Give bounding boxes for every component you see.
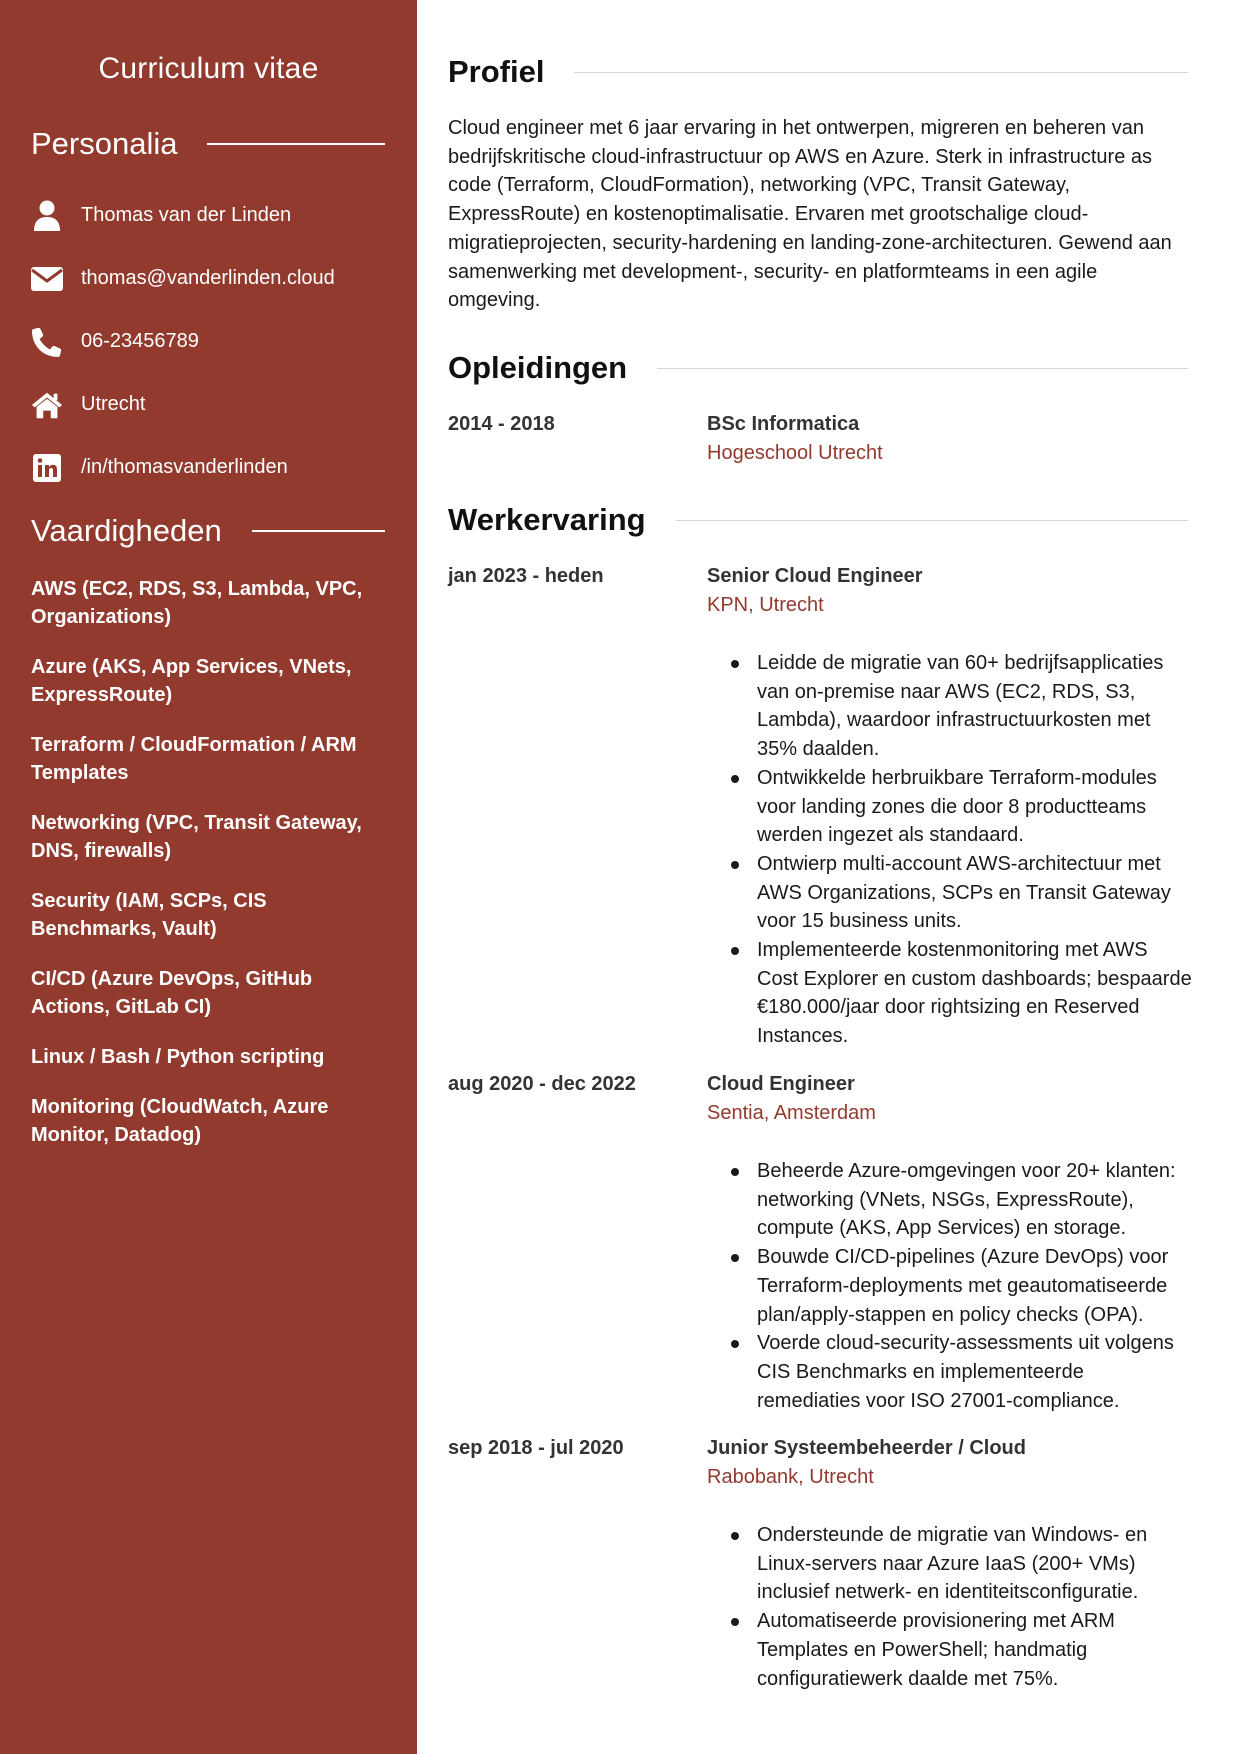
job-org: KPN, Utrecht: [707, 594, 824, 616]
contact-linkedin[interactable]: [30, 436, 400, 499]
skills-heading-label: Vaardigheden: [31, 513, 222, 548]
job-date: sep 2018 - jul 2020: [448, 1437, 624, 1459]
job-date: aug 2020 - dec 2022: [448, 1073, 636, 1095]
contact-email-value[interactable]: thomas@vanderlinden.cloud: [81, 267, 335, 289]
education-date: 2014 - 2018: [448, 413, 555, 435]
job-role: Cloud Engineer: [707, 1073, 855, 1095]
job-bullet: Beheerde Azure-omgevingen voor 20+ klanten: networking (VNets, NSGs, ExpressRoute), compute (AKS, App Services) en storage.: [730, 1157, 1192, 1243]
skill-item: Networking (VPC, Transit Gateway, DNS, firewalls): [31, 812, 362, 862]
contact-location-value: Utrecht: [81, 393, 146, 415]
heading-divider: [676, 520, 1188, 521]
heading-divider: [657, 368, 1188, 369]
job-role: Junior Systeembeheerder / Cloud: [707, 1437, 1026, 1459]
contact-linkedin-value[interactable]: /in/thomasvanderlinden: [81, 456, 288, 478]
profile-heading-label: Profiel: [448, 54, 545, 89]
personalia-heading-label: Personalia: [31, 126, 178, 161]
job-bullets: [730, 1157, 1192, 1415]
job-bullet: Bouwde CI/CD-pipelines (Azure DevOps) voor Terraform-deployments met geautomatiseerde plan/apply-stappen en policy checks (OPA).: [730, 1243, 1192, 1329]
job-bullets: [730, 1521, 1192, 1693]
job-role: Senior Cloud Engineer: [707, 565, 923, 587]
profile-heading: [448, 54, 1188, 90]
job-date: jan 2023 - heden: [448, 565, 604, 587]
contact-phone-value[interactable]: 06-23456789: [81, 330, 199, 352]
job-bullet: Voerde cloud-security-assessments uit volgens CIS Benchmarks en implementeerde remediaties voor ISO 27001-compliance.: [730, 1329, 1192, 1415]
job-bullet: Automatiseerde provisionering met ARM Templates en PowerShell; handmatig configuratiewerk daalde met 75%.: [730, 1607, 1192, 1693]
contact-email[interactable]: [30, 247, 400, 310]
cv-title: Curriculum vitae: [98, 52, 319, 85]
skill-item: CI/CD (Azure DevOps, GitHub Actions, GitLab CI): [31, 968, 313, 1018]
job-org: Rabobank, Utrecht: [707, 1466, 874, 1488]
job-org: Sentia, Amsterdam: [707, 1102, 876, 1124]
work-heading-label: Werkervaring: [448, 502, 646, 537]
skill-item: AWS (EC2, RDS, S3, Lambda, VPC, Organizations): [31, 578, 363, 628]
work-heading: [448, 502, 1188, 538]
skills-heading: [31, 513, 385, 549]
linkedin-icon: [30, 451, 64, 485]
contact-name: [30, 184, 400, 247]
skill-item: Monitoring (CloudWatch, Azure Monitor, Datadog): [31, 1096, 329, 1146]
education-heading: [448, 350, 1188, 386]
skill-item: Azure (AKS, App Services, VNets, ExpressRoute): [31, 656, 352, 706]
heading-divider: [574, 72, 1188, 73]
heading-divider: [207, 143, 385, 145]
personalia-heading: [31, 126, 385, 162]
job-bullet: Ondersteunde de migratie van Windows- en Linux-servers naar Azure IaaS (200+ VMs) inclusief netwerk- en identiteitsconfiguratie.: [730, 1521, 1192, 1607]
profile-text: Cloud engineer met 6 jaar ervaring in het ontwerpen, migreren en beheren van bedrijfskritische cloud-infrastructuur op AWS en Azure. Sterk in infrastructure as code (Terraform, CloudFormation), networking (VPC, Transit Gateway, ExpressRoute) en kostenoptimalisatie. Ervaren met grootschalige cloud-migratieprojecten, security-hardening en landing-zone-architecturen. Gewend aan samenwerking met development-, security- en platformteams in een agile omgeving.: [448, 117, 1172, 312]
contact-list: [30, 184, 400, 499]
job-bullet: Leidde de migratie van 60+ bedrijfsapplicaties van on-premise naar AWS (EC2, RDS, S3, Lambda), waardoor infrastructuurkosten met 35% daalden.: [730, 649, 1192, 764]
envelope-icon: [30, 262, 64, 296]
contact-name-value: Thomas van der Linden: [81, 204, 292, 226]
contact-phone[interactable]: [30, 310, 400, 373]
home-icon: [30, 388, 64, 422]
contact-location: [30, 373, 400, 436]
job-bullet: Ontwikkelde herbruikbare Terraform-modules voor landing zones die door 8 productteams werden ingezet als standaard.: [730, 764, 1192, 850]
phone-icon: [30, 325, 64, 359]
person-icon: [30, 199, 64, 233]
job-bullet: Implementeerde kostenmonitoring met AWS Cost Explorer en custom dashboards; bespaarde €180.000/jaar door rightsizing en Reserved Instances.: [730, 936, 1192, 1051]
job-bullet: Ontwierp multi-account AWS-architectuur met AWS Organizations, SCPs en Transit Gateway voor 15 business units.: [730, 850, 1192, 936]
skill-item: Linux / Bash / Python scripting: [31, 1046, 325, 1068]
job-bullets: [730, 649, 1192, 1051]
skill-item: Terraform / CloudFormation / ARM Templates: [31, 734, 357, 784]
skill-item: Security (IAM, SCPs, CIS Benchmarks, Vault): [31, 890, 267, 940]
education-degree: BSc Informatica: [707, 413, 860, 435]
skills-list: [31, 575, 391, 1171]
education-school: Hogeschool Utrecht: [707, 442, 883, 464]
heading-divider: [252, 530, 385, 532]
sidebar: [0, 0, 417, 1754]
education-heading-label: Opleidingen: [448, 350, 628, 385]
